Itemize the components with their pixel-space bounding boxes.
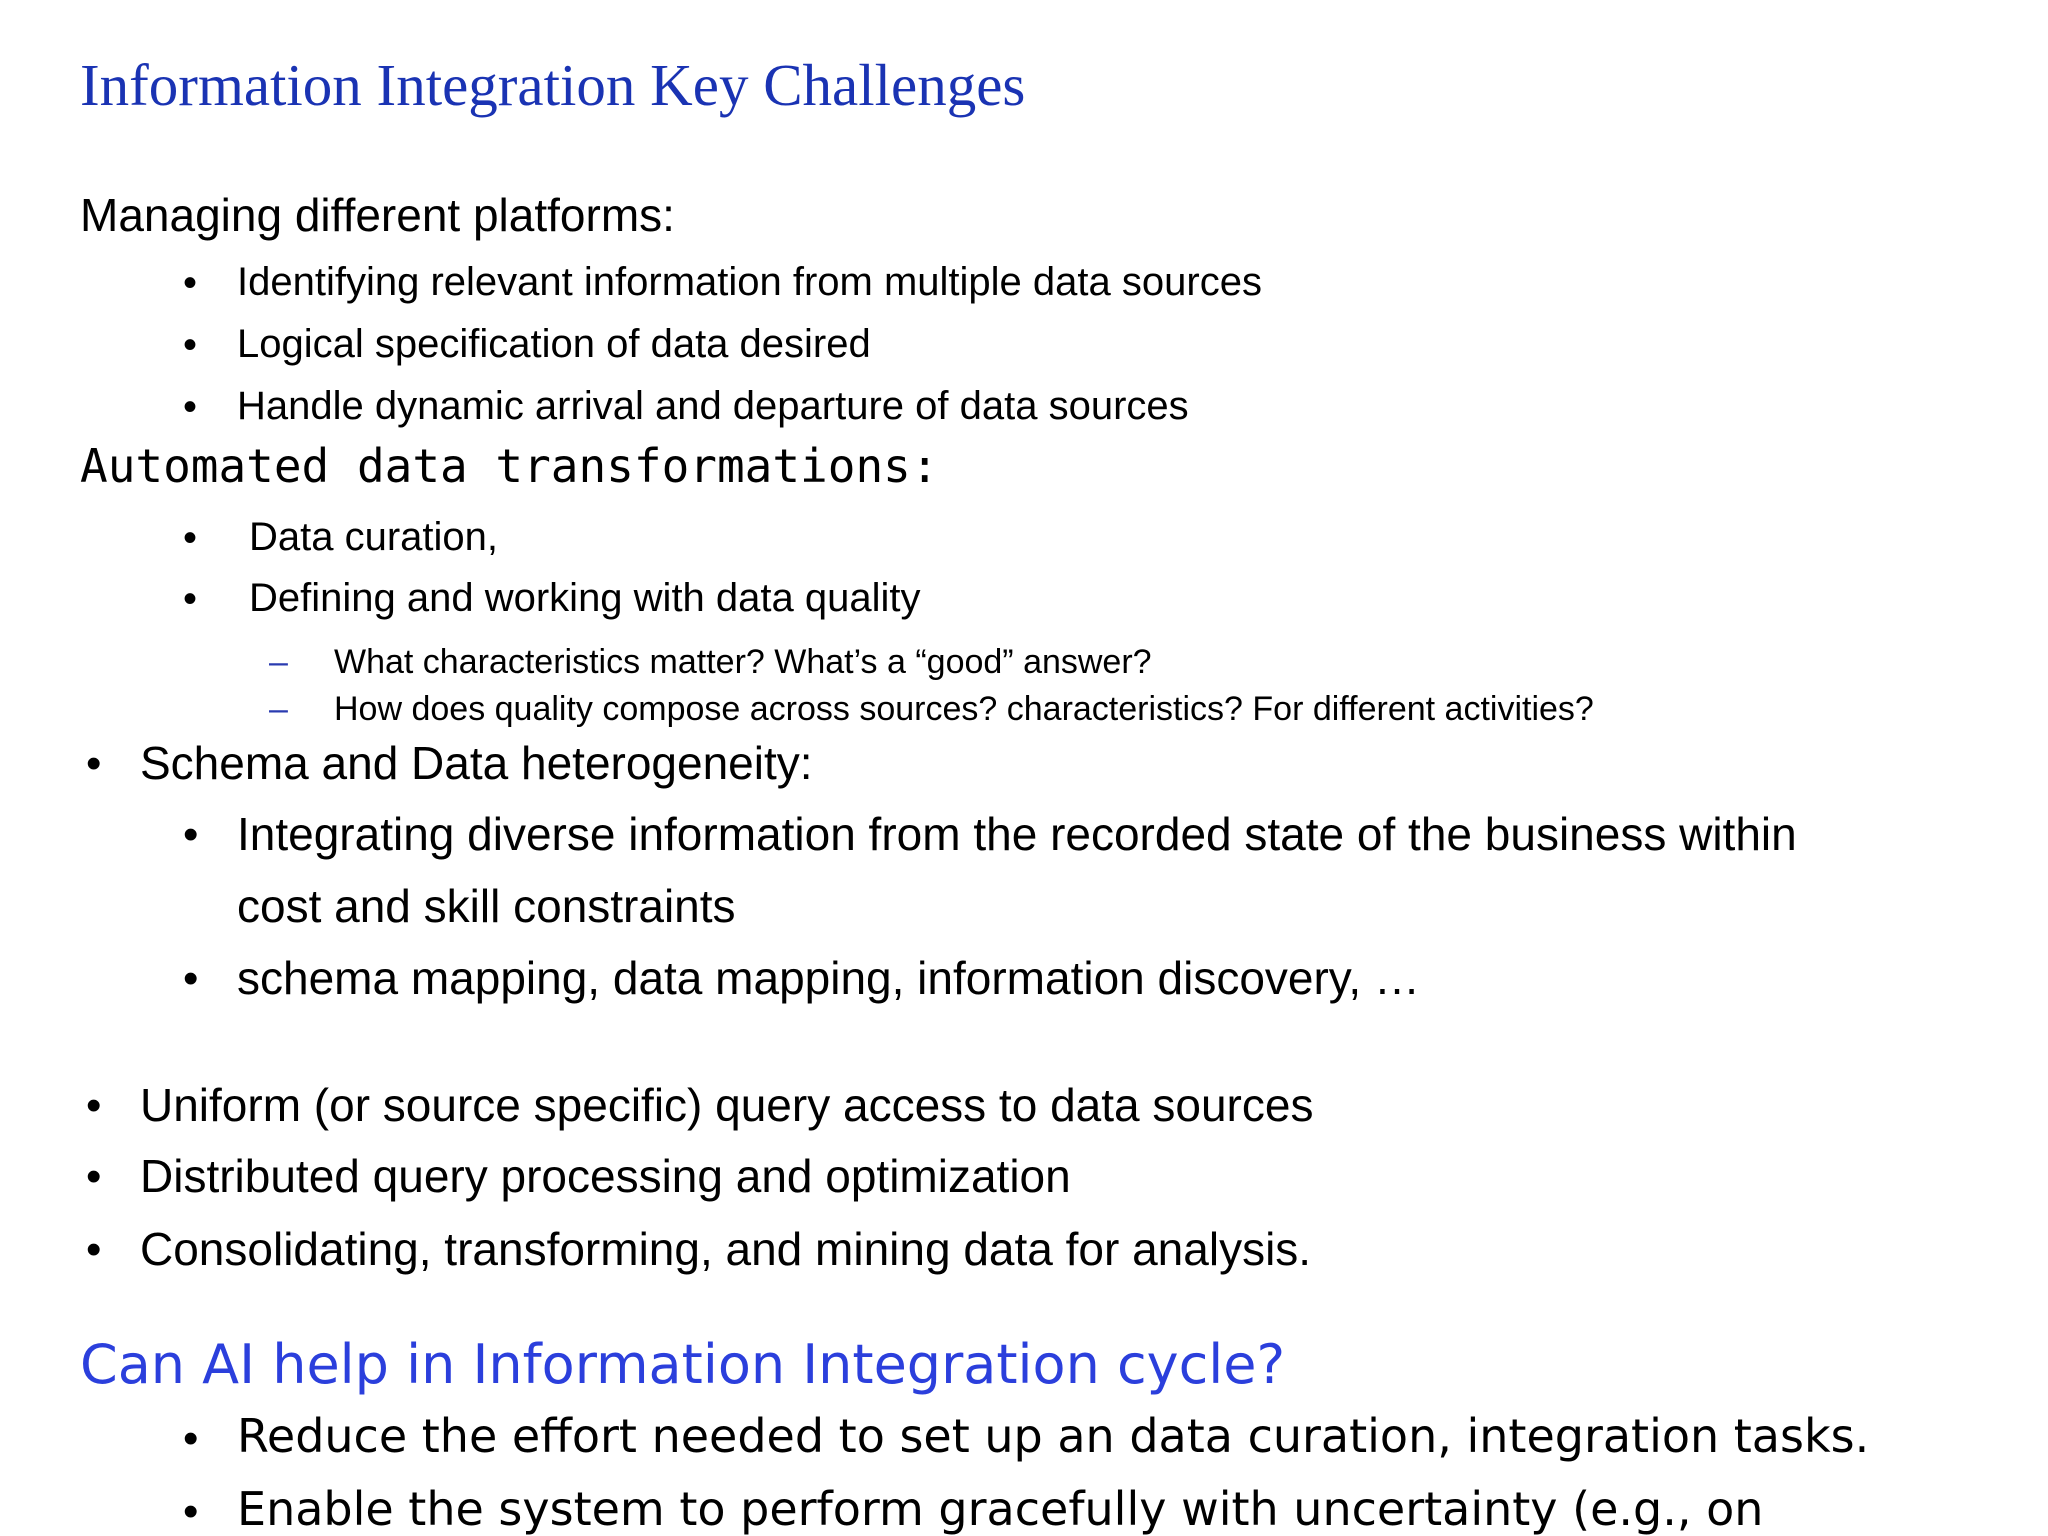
dash-icon: – <box>269 643 288 681</box>
transformations-subitem: What characteristics matter? What’s a “good” answer? <box>334 643 1152 681</box>
bullet-icon: • <box>183 323 198 367</box>
bullet-icon: • <box>183 954 199 1003</box>
bullet-icon: • <box>86 739 102 788</box>
heading-platforms: Managing different platforms: <box>80 189 675 241</box>
bullet-icon: • <box>86 1225 102 1274</box>
bullet-icon: • <box>183 385 198 429</box>
bullet-icon: • <box>86 1081 102 1130</box>
ai-item: Enable the system to perform gracefully with uncertainty (e.g., on <box>237 1482 1764 1536</box>
challenge-item: Distributed query processing and optimization <box>140 1150 1071 1202</box>
dash-icon: – <box>269 690 288 728</box>
challenge-item: Consolidating, transforming, and mining data for analysis. <box>140 1223 1312 1275</box>
slide-title: Information Integration Key Challenges <box>80 52 1026 118</box>
platforms-item: Logical specification of data desired <box>237 322 871 366</box>
heterogeneity-item: schema mapping, data mapping, information discovery, … <box>237 952 1420 1004</box>
transformations-item: Defining and working with data quality <box>249 576 921 620</box>
bullet-icon: • <box>183 810 199 859</box>
transformations-item: Data curation, <box>249 515 499 559</box>
heterogeneity-item-continued: cost and skill constraints <box>237 880 736 932</box>
bullet-icon: • <box>183 261 198 305</box>
heading-ai: Can AI help in Information Integration cycle? <box>80 1333 1286 1396</box>
heterogeneity-item: Integrating diverse information from the recorded state of the business within <box>237 808 1797 860</box>
bullet-icon: • <box>183 577 198 621</box>
heading-transformations: Automated data transformations: <box>80 439 939 493</box>
bullet-icon: • <box>183 1414 199 1463</box>
bullet-icon: • <box>183 1487 199 1536</box>
transformations-subitem: How does quality compose across sources? characteristics? For different activities? <box>334 690 1594 728</box>
platforms-item: Identifying relevant information from multiple data sources <box>237 260 1262 304</box>
heading-heterogeneity: Schema and Data heterogeneity: <box>140 737 813 789</box>
platforms-item: Handle dynamic arrival and departure of data sources <box>237 384 1189 428</box>
bullet-icon: • <box>86 1152 102 1201</box>
ai-item: Reduce the effort needed to set up an data curation, integration tasks. <box>237 1409 1870 1463</box>
bullet-icon: • <box>183 516 198 560</box>
challenge-item: Uniform (or source specific) query access to data sources <box>140 1079 1314 1131</box>
